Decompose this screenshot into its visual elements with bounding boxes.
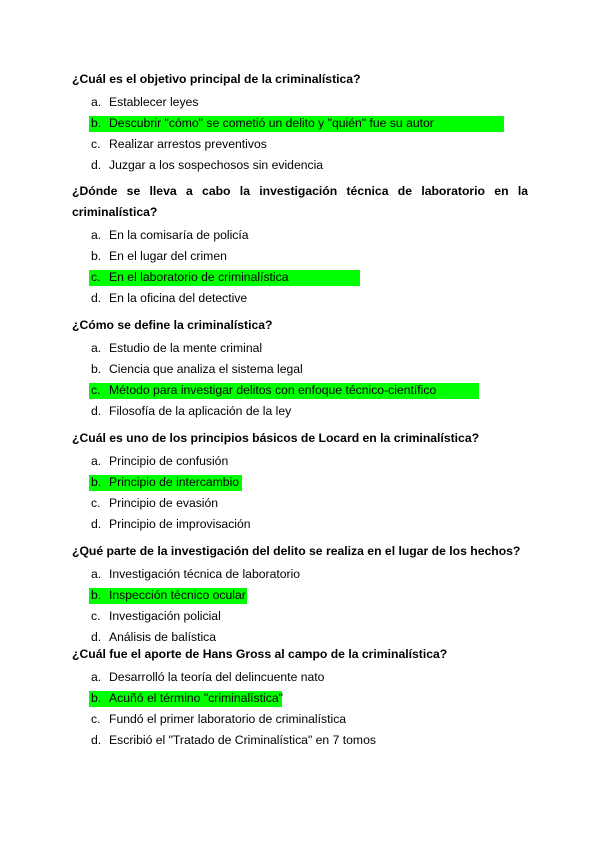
option-letter: d. (91, 291, 102, 305)
option-letter: a. (91, 95, 102, 109)
question-5 (72, 541, 528, 648)
option-d (72, 730, 528, 751)
option-letter: a. (91, 228, 102, 242)
option-a (72, 667, 528, 688)
option-b-correct (72, 585, 528, 606)
option-text: Principio de improvisación (109, 517, 251, 531)
option-text: Estudio de la mente criminal (109, 341, 263, 355)
option-d (72, 401, 528, 422)
option-b (72, 246, 528, 267)
option-letter: b. (91, 475, 102, 489)
option-letter: a. (91, 341, 102, 355)
question-title: ¿Cómo se define la criminalística? (72, 318, 273, 332)
option-b-correct (72, 688, 528, 709)
option-letter: a. (91, 567, 102, 581)
option-letter: c. (91, 712, 101, 726)
option-text: Escribió el "Tratado de Criminalística" en 7 tomos (109, 733, 376, 747)
option-letter: c. (91, 270, 101, 284)
option-c-correct (72, 267, 528, 288)
option-d (72, 155, 528, 176)
question-title: ¿Dónde se lleva a cabo la investigación técnica de laboratorio en la criminalística? (72, 184, 528, 219)
option-b-correct (72, 472, 528, 493)
option-text: Método para investigar delitos con enfoque técnico-científico (109, 383, 437, 397)
option-text: Principio de confusión (109, 454, 229, 468)
option-text: Principio de evasión (109, 496, 219, 510)
option-text: Principio de intercambio (109, 475, 240, 489)
option-letter: c. (91, 496, 101, 510)
option-text: Juzgar a los sospechosos sin evidencia (109, 158, 324, 172)
option-a (72, 564, 528, 585)
option-text: En el laboratorio de criminalística (109, 270, 289, 284)
option-letter: d. (91, 630, 102, 644)
option-b (72, 359, 528, 380)
option-letter: d. (91, 158, 102, 172)
option-b-correct (72, 113, 528, 134)
option-text: Realizar arrestos preventivos (109, 137, 267, 151)
option-letter: b. (91, 116, 102, 130)
option-letter: d. (91, 733, 102, 747)
option-letter: c. (91, 609, 101, 623)
question-title: ¿Cuál es uno de los principios básicos de Locard en la criminalística? (72, 431, 480, 445)
option-a (72, 338, 528, 359)
option-text: Análisis de balística (109, 630, 217, 644)
option-c (72, 709, 528, 730)
option-list (72, 564, 528, 648)
option-letter: b. (91, 249, 102, 263)
question-6 (72, 644, 528, 751)
option-list (72, 338, 528, 422)
question-2 (72, 181, 528, 309)
option-text: Establecer leyes (109, 95, 199, 109)
option-a (72, 451, 528, 472)
option-text: En el lugar del crimen (109, 249, 227, 263)
option-c (72, 134, 528, 155)
option-c (72, 493, 528, 514)
question-4 (72, 428, 528, 535)
option-a (72, 92, 528, 113)
option-text: Desarrolló la teoría del delincuente nato (109, 670, 325, 684)
option-letter: a. (91, 670, 102, 684)
option-text: Inspección técnico ocular (109, 588, 246, 602)
option-text: Ciencia que analiza el sistema legal (109, 362, 303, 376)
option-letter: a. (91, 454, 102, 468)
option-letter: d. (91, 517, 102, 531)
option-text: Fundó el primer laboratorio de criminalística (109, 712, 347, 726)
option-c-correct (72, 380, 528, 401)
question-1 (72, 69, 528, 176)
option-text: Descubrir "cómo" se cometió un delito y "quién" fue su autor (109, 116, 434, 130)
question-title: ¿Cuál fue el aporte de Hans Gross al campo de la criminalística? (72, 647, 448, 661)
option-letter: c. (91, 383, 101, 397)
option-list (72, 225, 528, 309)
option-list (72, 451, 528, 535)
option-list (72, 667, 528, 751)
option-text: Filosofía de la aplicación de la ley (109, 404, 292, 418)
option-letter: b. (91, 588, 102, 602)
option-text: Investigación policial (109, 609, 221, 623)
option-a (72, 225, 528, 246)
question-title: ¿Cuál es el objetivo principal de la criminalística? (72, 72, 361, 86)
option-text: Investigación técnica de laboratorio (109, 567, 301, 581)
option-letter: d. (91, 404, 102, 418)
option-letter: b. (91, 691, 102, 705)
option-d (72, 514, 528, 535)
option-letter: c. (91, 137, 101, 151)
option-d (72, 288, 528, 309)
option-list (72, 92, 528, 176)
option-text: En la oficina del detective (109, 291, 248, 305)
option-text: Acuñó el término "criminalística" (109, 691, 283, 705)
option-c (72, 606, 528, 627)
question-title: ¿Qué parte de la investigación del delito se realiza en el lugar de los hechos? (72, 544, 521, 558)
option-letter: b. (91, 362, 102, 376)
question-3 (72, 315, 528, 422)
option-text: En la comisaría de policía (109, 228, 249, 242)
